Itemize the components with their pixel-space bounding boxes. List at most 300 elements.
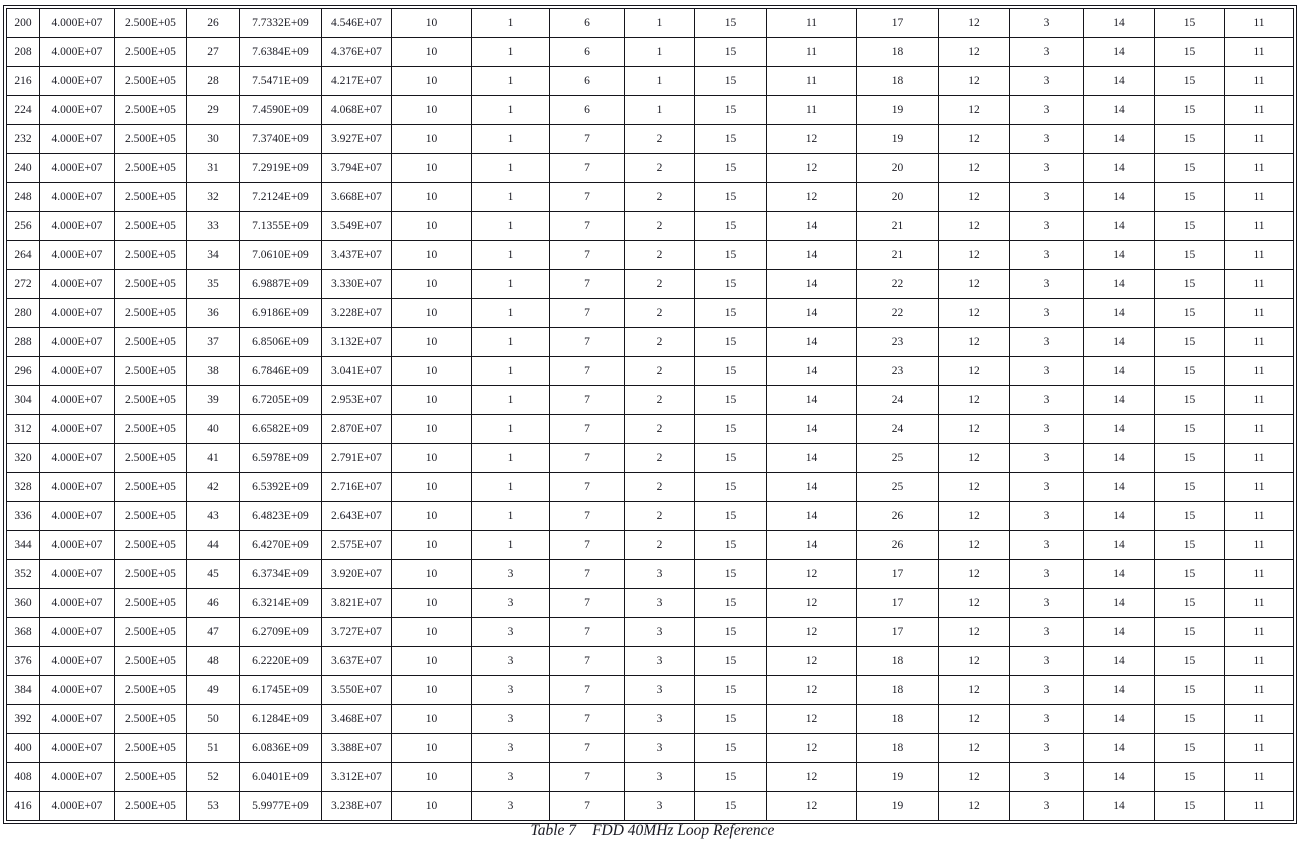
table-cell: 3.468E+07 xyxy=(322,705,392,734)
table-cell: 2 xyxy=(625,502,695,531)
table-cell: 3 xyxy=(472,618,550,647)
table-cell: 3.238E+07 xyxy=(322,792,392,821)
table-cell: 33 xyxy=(187,212,240,241)
table-cell: 3 xyxy=(1010,444,1084,473)
table-row xyxy=(7,560,1294,589)
table-cell: 12 xyxy=(939,531,1010,560)
table-cell: 7 xyxy=(550,386,625,415)
table-cell: 15 xyxy=(1155,734,1225,763)
table-cell: 11 xyxy=(767,67,857,96)
table-cell: 11 xyxy=(767,96,857,125)
table-cell: 15 xyxy=(695,212,767,241)
table-cell: 6.3214E+09 xyxy=(240,589,322,618)
table-cell: 11 xyxy=(767,9,857,38)
table-cell: 3.330E+07 xyxy=(322,270,392,299)
table-cell: 5.9977E+09 xyxy=(240,792,322,821)
table-cell: 1 xyxy=(472,386,550,415)
table-cell: 1 xyxy=(472,415,550,444)
table-cell: 12 xyxy=(939,647,1010,676)
table-cell: 14 xyxy=(1084,299,1155,328)
table-cell: 15 xyxy=(1155,328,1225,357)
table-cell: 12 xyxy=(767,589,857,618)
table-cell: 15 xyxy=(1155,125,1225,154)
table-row xyxy=(7,125,1294,154)
table-cell: 10 xyxy=(392,9,472,38)
table-cell: 7.4590E+09 xyxy=(240,96,322,125)
table-cell: 3 xyxy=(1010,299,1084,328)
table-cell: 2.500E+05 xyxy=(115,386,187,415)
table-cell: 3 xyxy=(1010,9,1084,38)
table-cell: 14 xyxy=(1084,415,1155,444)
table-cell: 12 xyxy=(939,183,1010,212)
table-cell: 14 xyxy=(1084,647,1155,676)
table-cell: 7 xyxy=(550,270,625,299)
table-cell: 3 xyxy=(1010,676,1084,705)
table-cell: 12 xyxy=(939,241,1010,270)
table-cell: 10 xyxy=(392,415,472,444)
table-cell: 14 xyxy=(1084,792,1155,821)
table-cell: 12 xyxy=(939,415,1010,444)
table-cell: 51 xyxy=(187,734,240,763)
table-cell: 14 xyxy=(767,212,857,241)
table-cell: 7 xyxy=(550,792,625,821)
table-cell: 7 xyxy=(550,357,625,386)
table-cell: 12 xyxy=(939,125,1010,154)
table-cell: 264 xyxy=(7,241,40,270)
table-cell: 3.927E+07 xyxy=(322,125,392,154)
table-row xyxy=(7,444,1294,473)
table-cell: 53 xyxy=(187,792,240,821)
table-cell: 2 xyxy=(625,212,695,241)
table-cell: 6.0401E+09 xyxy=(240,763,322,792)
table-cell: 7 xyxy=(550,212,625,241)
table-cell: 14 xyxy=(767,299,857,328)
table-cell: 14 xyxy=(1084,96,1155,125)
table-cell: 15 xyxy=(695,676,767,705)
table-cell: 7 xyxy=(550,502,625,531)
table-cell: 15 xyxy=(695,154,767,183)
table-row xyxy=(7,676,1294,705)
table-row xyxy=(7,212,1294,241)
table-cell: 3.041E+07 xyxy=(322,357,392,386)
table-cell: 3 xyxy=(625,560,695,589)
table-cell: 392 xyxy=(7,705,40,734)
table-cell: 2.500E+05 xyxy=(115,705,187,734)
table-cell: 15 xyxy=(1155,212,1225,241)
table-cell: 15 xyxy=(695,38,767,67)
table-cell: 1 xyxy=(625,38,695,67)
table-body xyxy=(7,9,1294,821)
table-cell: 4.000E+07 xyxy=(40,763,115,792)
table-cell: 1 xyxy=(472,154,550,183)
table-cell: 15 xyxy=(695,589,767,618)
table-cell: 2.500E+05 xyxy=(115,792,187,821)
table-cell: 2 xyxy=(625,154,695,183)
table-cell: 15 xyxy=(695,560,767,589)
table-cell: 4.000E+07 xyxy=(40,618,115,647)
loop-reference-table xyxy=(6,8,1294,821)
table-cell: 15 xyxy=(1155,763,1225,792)
table-cell: 10 xyxy=(392,763,472,792)
table-cell: 4.000E+07 xyxy=(40,386,115,415)
table-cell: 3 xyxy=(472,763,550,792)
table-cell: 1 xyxy=(472,212,550,241)
table-cell: 15 xyxy=(1155,241,1225,270)
table-cell: 4.000E+07 xyxy=(40,299,115,328)
table-cell: 15 xyxy=(695,386,767,415)
table-cell: 4.000E+07 xyxy=(40,357,115,386)
table-cell: 2.500E+05 xyxy=(115,154,187,183)
table-cell: 1 xyxy=(472,125,550,154)
table-cell: 15 xyxy=(1155,270,1225,299)
table-cell: 2.500E+05 xyxy=(115,647,187,676)
table-cell: 15 xyxy=(695,618,767,647)
table-cell: 3 xyxy=(1010,589,1084,618)
table-cell: 14 xyxy=(1084,618,1155,647)
table-cell: 10 xyxy=(392,647,472,676)
table-cell: 12 xyxy=(939,444,1010,473)
table-cell: 7.2124E+09 xyxy=(240,183,322,212)
table-cell: 3.437E+07 xyxy=(322,241,392,270)
table-cell: 3 xyxy=(1010,125,1084,154)
table-cell: 2.643E+07 xyxy=(322,502,392,531)
table-cell: 200 xyxy=(7,9,40,38)
table-cell: 7.7332E+09 xyxy=(240,9,322,38)
table-caption xyxy=(0,822,1305,840)
table-cell: 304 xyxy=(7,386,40,415)
table-cell: 4.000E+07 xyxy=(40,531,115,560)
table-cell: 12 xyxy=(767,618,857,647)
table-cell: 7 xyxy=(550,444,625,473)
table-cell: 2.500E+05 xyxy=(115,415,187,444)
table-cell: 1 xyxy=(472,502,550,531)
table-cell: 4.000E+07 xyxy=(40,792,115,821)
table-cell: 15 xyxy=(1155,299,1225,328)
table-cell: 3 xyxy=(472,589,550,618)
table-row xyxy=(7,357,1294,386)
table-cell: 2 xyxy=(625,444,695,473)
table-cell: 232 xyxy=(7,125,40,154)
table-cell: 14 xyxy=(1084,328,1155,357)
table-cell: 272 xyxy=(7,270,40,299)
table-cell: 368 xyxy=(7,618,40,647)
table-cell: 4.000E+07 xyxy=(40,9,115,38)
table-cell: 10 xyxy=(392,734,472,763)
table-cell: 2 xyxy=(625,328,695,357)
table-cell: 4.217E+07 xyxy=(322,67,392,96)
table-cell: 2.500E+05 xyxy=(115,560,187,589)
table-cell: 7 xyxy=(550,676,625,705)
table-cell: 296 xyxy=(7,357,40,386)
table-cell: 3.668E+07 xyxy=(322,183,392,212)
table-cell: 352 xyxy=(7,560,40,589)
table-cell: 14 xyxy=(1084,676,1155,705)
table-cell: 6.4823E+09 xyxy=(240,502,322,531)
table-cell: 7 xyxy=(550,560,625,589)
table-cell: 3 xyxy=(1010,792,1084,821)
table-cell: 15 xyxy=(1155,415,1225,444)
table-cell: 47 xyxy=(187,618,240,647)
table-cell: 3 xyxy=(625,763,695,792)
table-cell: 18 xyxy=(857,705,939,734)
table-cell: 2.500E+05 xyxy=(115,67,187,96)
table-cell: 1 xyxy=(625,96,695,125)
table-cell: 14 xyxy=(1084,212,1155,241)
table-cell: 11 xyxy=(1225,67,1294,96)
table-cell: 6 xyxy=(550,67,625,96)
table-cell: 2 xyxy=(625,415,695,444)
table-cell: 224 xyxy=(7,96,40,125)
table-cell: 408 xyxy=(7,763,40,792)
table-cell: 14 xyxy=(767,473,857,502)
table-cell: 3.550E+07 xyxy=(322,676,392,705)
table-cell: 14 xyxy=(1084,531,1155,560)
table-cell: 4.000E+07 xyxy=(40,154,115,183)
table-cell: 20 xyxy=(857,183,939,212)
table-cell: 12 xyxy=(939,560,1010,589)
table-cell: 12 xyxy=(767,560,857,589)
table-cell: 6.0836E+09 xyxy=(240,734,322,763)
table-cell: 49 xyxy=(187,676,240,705)
table-cell: 15 xyxy=(695,328,767,357)
table-cell: 15 xyxy=(1155,183,1225,212)
table-cell: 12 xyxy=(767,125,857,154)
table-cell: 10 xyxy=(392,473,472,502)
table-cell: 328 xyxy=(7,473,40,502)
table-cell: 1 xyxy=(472,270,550,299)
table-cell: 14 xyxy=(1084,734,1155,763)
table-cell: 2.791E+07 xyxy=(322,444,392,473)
table-cell: 15 xyxy=(695,792,767,821)
table-cell: 6.3734E+09 xyxy=(240,560,322,589)
table-cell: 4.000E+07 xyxy=(40,444,115,473)
table-cell: 10 xyxy=(392,705,472,734)
table-row xyxy=(7,270,1294,299)
table-cell: 4.000E+07 xyxy=(40,705,115,734)
table-cell: 4.000E+07 xyxy=(40,589,115,618)
table-cell: 15 xyxy=(695,473,767,502)
loop-reference-table-frame xyxy=(3,5,1297,824)
table-cell: 11 xyxy=(1225,9,1294,38)
table-cell: 11 xyxy=(1225,299,1294,328)
table-cell: 3 xyxy=(472,705,550,734)
table-cell: 15 xyxy=(1155,154,1225,183)
table-cell: 12 xyxy=(939,38,1010,67)
table-cell: 4.000E+07 xyxy=(40,328,115,357)
table-cell: 15 xyxy=(1155,792,1225,821)
table-cell: 3 xyxy=(625,676,695,705)
table-cell: 39 xyxy=(187,386,240,415)
table-row xyxy=(7,589,1294,618)
table-cell: 7 xyxy=(550,415,625,444)
table-cell: 7 xyxy=(550,589,625,618)
table-cell: 12 xyxy=(939,9,1010,38)
table-cell: 3 xyxy=(472,676,550,705)
table-cell: 7 xyxy=(550,473,625,502)
table-cell: 11 xyxy=(1225,531,1294,560)
table-cell: 2.870E+07 xyxy=(322,415,392,444)
table-cell: 15 xyxy=(695,502,767,531)
table-cell: 18 xyxy=(857,676,939,705)
table-cell: 6.9186E+09 xyxy=(240,299,322,328)
table-cell: 3 xyxy=(1010,502,1084,531)
table-cell: 41 xyxy=(187,444,240,473)
table-cell: 10 xyxy=(392,241,472,270)
table-cell: 312 xyxy=(7,415,40,444)
table-cell: 3 xyxy=(1010,705,1084,734)
table-cell: 7 xyxy=(550,734,625,763)
table-cell: 10 xyxy=(392,212,472,241)
table-cell: 10 xyxy=(392,38,472,67)
table-cell: 10 xyxy=(392,589,472,618)
table-cell: 4.000E+07 xyxy=(40,473,115,502)
table-cell: 7.0610E+09 xyxy=(240,241,322,270)
table-cell: 35 xyxy=(187,270,240,299)
table-cell: 2.500E+05 xyxy=(115,328,187,357)
table-cell: 14 xyxy=(1084,705,1155,734)
table-cell: 12 xyxy=(939,270,1010,299)
table-cell: 44 xyxy=(187,531,240,560)
table-row xyxy=(7,502,1294,531)
table-cell: 22 xyxy=(857,270,939,299)
table-cell: 15 xyxy=(695,705,767,734)
table-cell: 1 xyxy=(472,357,550,386)
table-cell: 26 xyxy=(857,531,939,560)
table-cell: 14 xyxy=(1084,270,1155,299)
table-cell: 4.546E+07 xyxy=(322,9,392,38)
table-cell: 14 xyxy=(767,415,857,444)
table-cell: 50 xyxy=(187,705,240,734)
table-cell: 14 xyxy=(767,328,857,357)
table-cell: 11 xyxy=(1225,676,1294,705)
table-cell: 1 xyxy=(625,67,695,96)
table-row xyxy=(7,299,1294,328)
table-cell: 3.821E+07 xyxy=(322,589,392,618)
table-cell: 11 xyxy=(1225,386,1294,415)
table-cell: 11 xyxy=(1225,38,1294,67)
table-cell: 25 xyxy=(857,444,939,473)
table-cell: 14 xyxy=(1084,502,1155,531)
table-cell: 14 xyxy=(1084,183,1155,212)
table-cell: 48 xyxy=(187,647,240,676)
table-cell: 12 xyxy=(767,734,857,763)
table-cell: 15 xyxy=(1155,96,1225,125)
table-cell: 15 xyxy=(1155,38,1225,67)
table-cell: 15 xyxy=(695,67,767,96)
table-cell: 384 xyxy=(7,676,40,705)
table-cell: 4.000E+07 xyxy=(40,96,115,125)
table-cell: 3 xyxy=(1010,38,1084,67)
table-row xyxy=(7,183,1294,212)
table-cell: 3 xyxy=(472,647,550,676)
table-cell: 2 xyxy=(625,241,695,270)
table-cell: 2.500E+05 xyxy=(115,502,187,531)
table-cell: 7 xyxy=(550,647,625,676)
table-cell: 416 xyxy=(7,792,40,821)
table-row xyxy=(7,241,1294,270)
table-cell: 12 xyxy=(939,734,1010,763)
table-cell: 14 xyxy=(1084,473,1155,502)
table-cell: 21 xyxy=(857,241,939,270)
table-cell: 19 xyxy=(857,792,939,821)
table-caption-label: Table 7 xyxy=(530,822,577,839)
table-cell: 11 xyxy=(1225,241,1294,270)
table-cell: 19 xyxy=(857,763,939,792)
table-cell: 6.1284E+09 xyxy=(240,705,322,734)
table-cell: 7.1355E+09 xyxy=(240,212,322,241)
table-cell: 10 xyxy=(392,67,472,96)
table-cell: 4.000E+07 xyxy=(40,676,115,705)
table-cell: 1 xyxy=(472,67,550,96)
table-cell: 4.000E+07 xyxy=(40,734,115,763)
table-cell: 3 xyxy=(625,618,695,647)
table-cell: 3 xyxy=(472,560,550,589)
table-cell: 11 xyxy=(1225,154,1294,183)
table-cell: 7 xyxy=(550,299,625,328)
table-cell: 12 xyxy=(939,705,1010,734)
table-cell: 4.000E+07 xyxy=(40,647,115,676)
table-row xyxy=(7,473,1294,502)
table-cell: 2.500E+05 xyxy=(115,357,187,386)
table-cell: 2.500E+05 xyxy=(115,473,187,502)
table-cell: 3 xyxy=(1010,618,1084,647)
table-cell: 14 xyxy=(1084,241,1155,270)
table-cell: 2 xyxy=(625,183,695,212)
table-cell: 3 xyxy=(625,589,695,618)
table-cell: 7 xyxy=(550,125,625,154)
table-cell: 17 xyxy=(857,560,939,589)
table-cell: 15 xyxy=(695,299,767,328)
table-cell: 37 xyxy=(187,328,240,357)
table-cell: 23 xyxy=(857,357,939,386)
table-cell: 3.794E+07 xyxy=(322,154,392,183)
table-cell: 2.500E+05 xyxy=(115,241,187,270)
table-cell: 2.500E+05 xyxy=(115,183,187,212)
table-cell: 15 xyxy=(695,241,767,270)
table-cell: 3.727E+07 xyxy=(322,618,392,647)
table-cell: 7 xyxy=(550,183,625,212)
table-cell: 12 xyxy=(939,502,1010,531)
table-cell: 10 xyxy=(392,183,472,212)
table-row xyxy=(7,38,1294,67)
table-cell: 11 xyxy=(1225,618,1294,647)
table-cell: 11 xyxy=(1225,734,1294,763)
table-cell: 11 xyxy=(1225,270,1294,299)
table-cell: 19 xyxy=(857,125,939,154)
table-cell: 12 xyxy=(767,647,857,676)
table-cell: 11 xyxy=(1225,183,1294,212)
table-row xyxy=(7,154,1294,183)
table-cell: 4.000E+07 xyxy=(40,67,115,96)
table-cell: 376 xyxy=(7,647,40,676)
table-cell: 15 xyxy=(1155,676,1225,705)
table-cell: 12 xyxy=(767,183,857,212)
table-cell: 10 xyxy=(392,96,472,125)
table-cell: 30 xyxy=(187,125,240,154)
table-cell: 3.549E+07 xyxy=(322,212,392,241)
table-cell: 6.1745E+09 xyxy=(240,676,322,705)
table-cell: 11 xyxy=(1225,589,1294,618)
table-cell: 3 xyxy=(1010,647,1084,676)
table-cell: 336 xyxy=(7,502,40,531)
table-cell: 3 xyxy=(1010,212,1084,241)
table-cell: 2 xyxy=(625,270,695,299)
table-cell: 10 xyxy=(392,792,472,821)
table-cell: 2 xyxy=(625,531,695,560)
table-cell: 12 xyxy=(939,212,1010,241)
table-cell: 3 xyxy=(1010,473,1084,502)
table-cell: 2 xyxy=(625,357,695,386)
